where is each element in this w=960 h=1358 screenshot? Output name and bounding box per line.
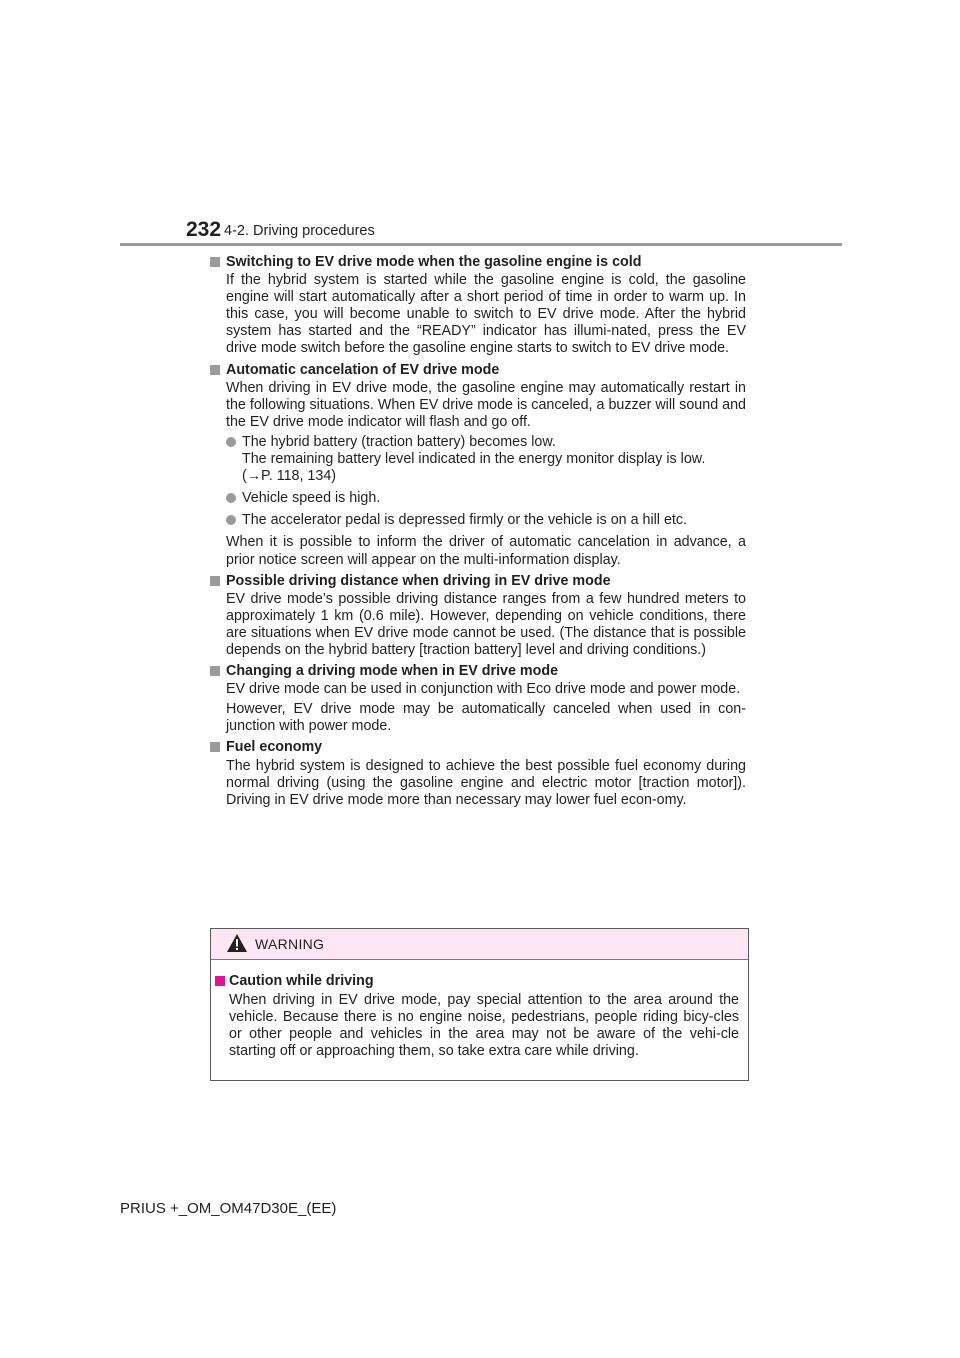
section-paragraph: When it is possible to inform the driver of automatic cancelation in advance, a prior notice screen will appear on the multi-information display. [226, 534, 746, 568]
square-bullet-icon [210, 365, 220, 375]
page-number: 232 [186, 218, 222, 241]
section-changing-driving-mode [210, 663, 746, 735]
list-item: Vehicle speed is high. [212, 490, 746, 507]
main-content [210, 254, 746, 813]
list-item: The hybrid battery (traction battery) becomes low. The remaining battery level indicated in the energy monitor display is low. (→P. 118, 134) [212, 434, 746, 485]
warning-header [211, 929, 748, 960]
square-bullet-icon [210, 257, 220, 267]
section-paragraph: EV drive mode can be used in conjunction with Eco drive mode and power mode. [226, 681, 741, 698]
warning-label: WARNING [255, 936, 325, 952]
warning-body [211, 960, 748, 1060]
section-ev-cold-engine [210, 254, 746, 358]
warning-heading: Caution while driving [215, 973, 739, 990]
section-title: 4-2. Driving procedures [224, 223, 375, 239]
list-item: The accelerator pedal is depressed firmly or the vehicle is on a hill etc. [212, 512, 746, 529]
section-paragraph: The hybrid system is designed to achieve the best possible fuel economy during normal driving (using the gasoline engine and electric motor [traction motor]). Driving in EV drive mode more than necessary may lower fuel econ-omy. [226, 757, 746, 808]
warning-icon [227, 934, 247, 952]
section-heading: Changing a driving mode when in EV drive mode [210, 663, 746, 680]
section-paragraph: EV drive mode’s possible driving distance ranges from a few hundred meters to approximately 1 km (0.6 mile). However, depending on vehicle conditions, there are situations when EV drive mode cannot be used. (The distance that is possible depends on the hybrid battery [traction battery] level and driving conditions.) [226, 590, 746, 658]
section-driving-distance [210, 573, 746, 659]
section-heading: Possible driving distance when driving in EV drive mode [210, 573, 746, 590]
header-divider [120, 243, 842, 246]
section-paragraph: If the hybrid system is started while the gasoline engine is cold, the gasoline engine will start automatically after a short period of time in order to warm up. In this case, you will become unable to switch to EV drive mode. After the hybrid system has started and the “READY” indicator has illumi-nated, press the EV drive mode switch before the gasoline engine starts to switch to EV drive mode. [226, 272, 746, 357]
section-automatic-cancelation [210, 362, 746, 569]
section-paragraph: When driving in EV drive mode, the gasoline engine may automatically restart in the following situations. When EV drive mode is canceled, a buzzer will sound and the EV drive mode indicator will flash and go off. [226, 379, 746, 430]
square-bullet-icon [210, 666, 220, 676]
warning-text: When driving in EV drive mode, pay special attention to the area around the vehicle. Because there is no engine noise, pedestrians, people riding bicy-cles or other people and vehicles in the area may not be aware of the vehi-cle starting off or approaching them, so take extra care while driving. [229, 992, 739, 1060]
square-bullet-icon [215, 976, 225, 986]
page-reference: (→P. 118, 134) [242, 468, 337, 485]
section-heading: Fuel economy [210, 739, 746, 756]
section-heading: Automatic cancelation of EV drive mode [210, 362, 746, 379]
square-bullet-icon [210, 576, 220, 586]
section-heading: Switching to EV drive mode when the gasoline engine is cold [210, 254, 746, 271]
page-footer: PRIUS +_OM_OM47D30E_(EE) [120, 1200, 337, 1217]
section-fuel-economy [210, 739, 746, 808]
warning-box [210, 928, 749, 1081]
circle-bullet-icon [226, 437, 236, 447]
square-bullet-icon [210, 742, 220, 752]
circle-bullet-icon [226, 493, 236, 503]
section-paragraph: However, EV drive mode may be automatically canceled when used in con-junction with power mode. [226, 701, 746, 735]
circle-bullet-icon [226, 515, 236, 525]
